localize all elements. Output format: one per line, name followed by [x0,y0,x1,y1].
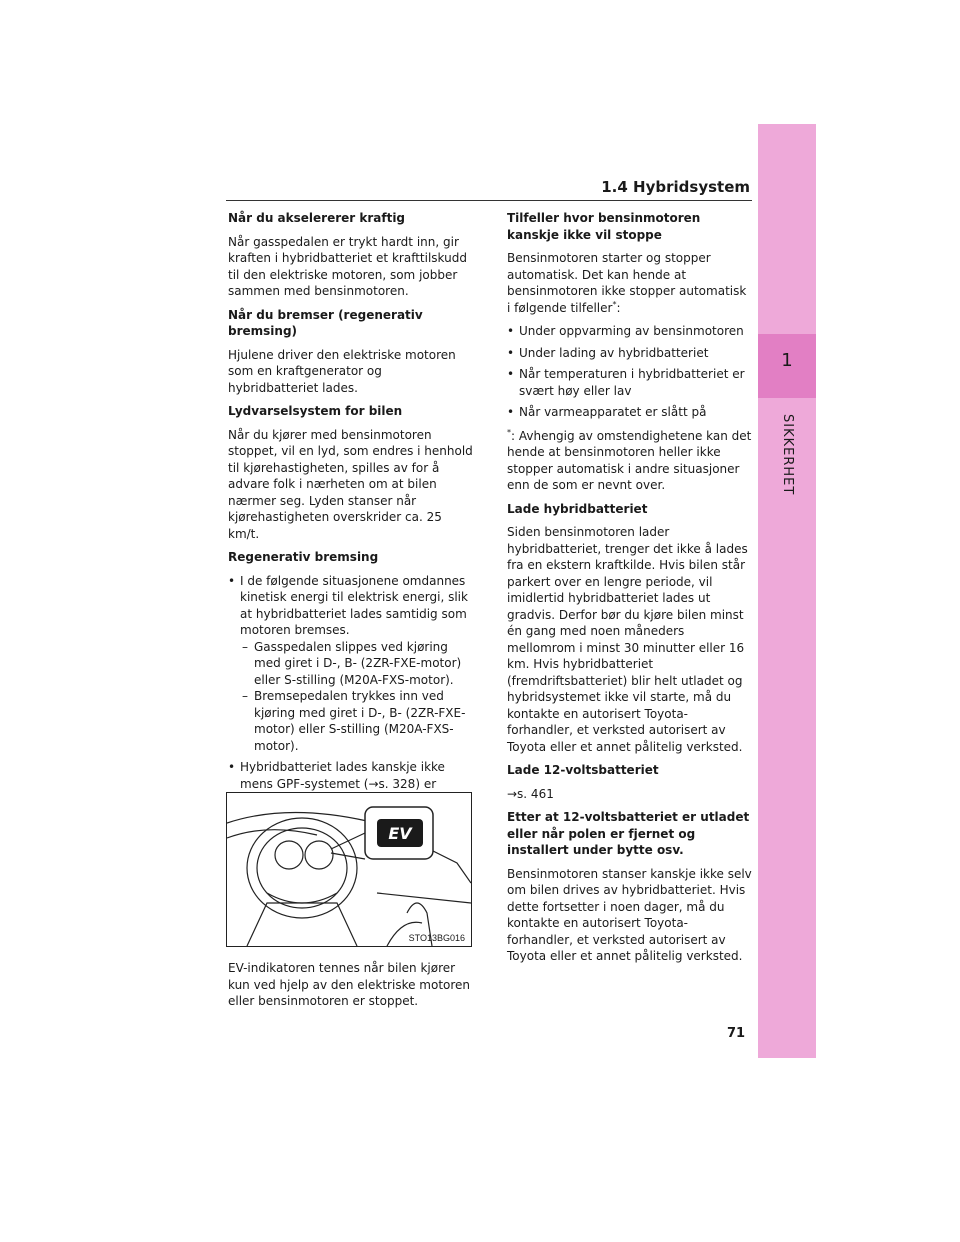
para-text-end: : [616,300,621,315]
heading-after-12v: Etter at 12-voltsbatteriet er utladet eller når polen er fjernet og installert under bytte osv. [507,810,750,857]
heading-charge-12v: Lade 12-voltsbatteriet [507,763,659,777]
list-item: • Hybridbatteriet lades kanskje ikke mens GPF-systemet (→s. 328) er [228,759,474,809]
list-item-text: I de følgende situasjonene omdannes kinetisk energi til elektrisk energi, slik at hybridbatteriet lades samtidig som motoren bremses. [240,573,468,637]
para-sound-warning: Når du kjører med bensinmotoren stoppet, vil en lyd, som endres i henhold til kjørehastigheten, spilles av for å advare folk i nærheten om at bilen nærmer seg. Lyden stanser når kjørehastigheten overskrider ca. 25 km/t. [228,427,473,541]
para-braking: Hjulene driver den elektriske motoren som en kraftgenerator og hybridbatteriet lades. [228,347,456,395]
footnote-text: : Avhengig av omstendighetene kan det hende at bensinmotoren heller ikke stopper automatisk i andre situasjoner enn de som er nevnt over. [507,428,752,492]
heading-regenerative: Regenerativ bremsing [228,550,379,564]
header-rule [226,200,752,201]
engine-cases-list [507,323,753,421]
ev-indicator-figure [226,792,472,947]
heading-braking: Når du bremser (regenerativ bremsing) [228,307,423,338]
sub-item: – Gasspedalen slippes ved kjøring med giret i D-, B- (2ZR-FXE-motor) eller S-stilling (M20A-FXS-motor). [240,639,474,689]
list-item: • Under oppvarming av bensinmotoren [507,323,753,340]
ev-indicator-label: EV [388,824,412,843]
regenerative-list [228,573,474,809]
para-after-12v: Bensinmotoren stanser kanskje ikke selv om bilen drives av hybridbatteriet. Hvis dette fortsetter i noen dager, må du kontakte en autorisert Toyota-forhandler, et verksted autorisert av Toyota eller et annet pålitelig verksted. [507,866,752,963]
heading-accelerate: Når du akselererer kraftig [228,211,406,225]
para-charge-hybrid: Siden bensinmotoren lader hybridbatteriet, trenger det ikke å lades fra en ekstern kraftkilde. Hvis bilen står parkert over en lengre periode, vil imidlertid hybridbatteriet lades ut gradvis. Derfor bør du kjøre bilen minst én gang med noen måneders mellomrom i minst 30 minutter eller 16 km. Hvis hybridbatteriet (fremdriftsbatteriet) blir helt utladet og hybridsystemet ikke vil starte, må du kontakte en autorisert Toyota-forhandler, et verksted autorisert av Toyota eller et annet pålitelig verksted. [507,525,748,754]
list-item [228,573,474,755]
para-text: Bensinmotoren starter og stopper automatisk. Det kan hende at bensinmotoren ikke stopper automatisk i følgende tilfeller [507,251,747,315]
list-item: • Under lading av hybridbatteriet [507,345,753,362]
heading-sound-warning: Lydvarselsystem for bilen [228,404,403,418]
section-title: 1.4 Hybridsystem [601,178,750,196]
left-column [228,210,474,839]
para-charge-12v: →s. 461 [507,786,554,801]
heading-engine-not-stop: Tilfeller hvor bensinmotoren kanskje ikke vil stoppe [507,211,701,242]
heading-charge-hybrid: Lade hybridbatteriet [507,501,648,516]
chapter-tab-sidebar [758,124,816,1058]
footnote [507,428,753,494]
figure-caption: EV-indikatoren tennes når bilen kjører kun ved hjelp av den elektriske motoren eller bensinmotoren er stoppet. [228,961,471,1008]
para-engine-not-stop [507,250,753,316]
sub-item: – Bremsepedalen trykkes inn ved kjøring med giret i D-, B- (2ZR-FXE-motor) eller S-stilling (M20A-FXS-motor). [240,688,474,754]
footnote-marker: * [612,299,617,309]
figure-code: STO13BG016 [408,933,465,943]
list-item: • Når varmeapparatet er slått på [507,404,753,421]
section-label: SIKKERHET [780,414,795,496]
right-column [507,210,753,972]
footnote-marker: * [507,427,511,437]
chapter-number: 1 [781,350,793,371]
page-number: 71 [727,1026,746,1041]
dashboard-illustration [227,793,471,946]
list-item: • Når temperaturen i hybridbatteriet er svært høy eller lav [507,366,753,399]
para-accelerate: Når gasspedalen er trykt hardt inn, gir kraften i hybridbatteriet et krafttilskudd til den elektriske motoren, som jobber sammen med bensinmotoren. [228,234,467,298]
